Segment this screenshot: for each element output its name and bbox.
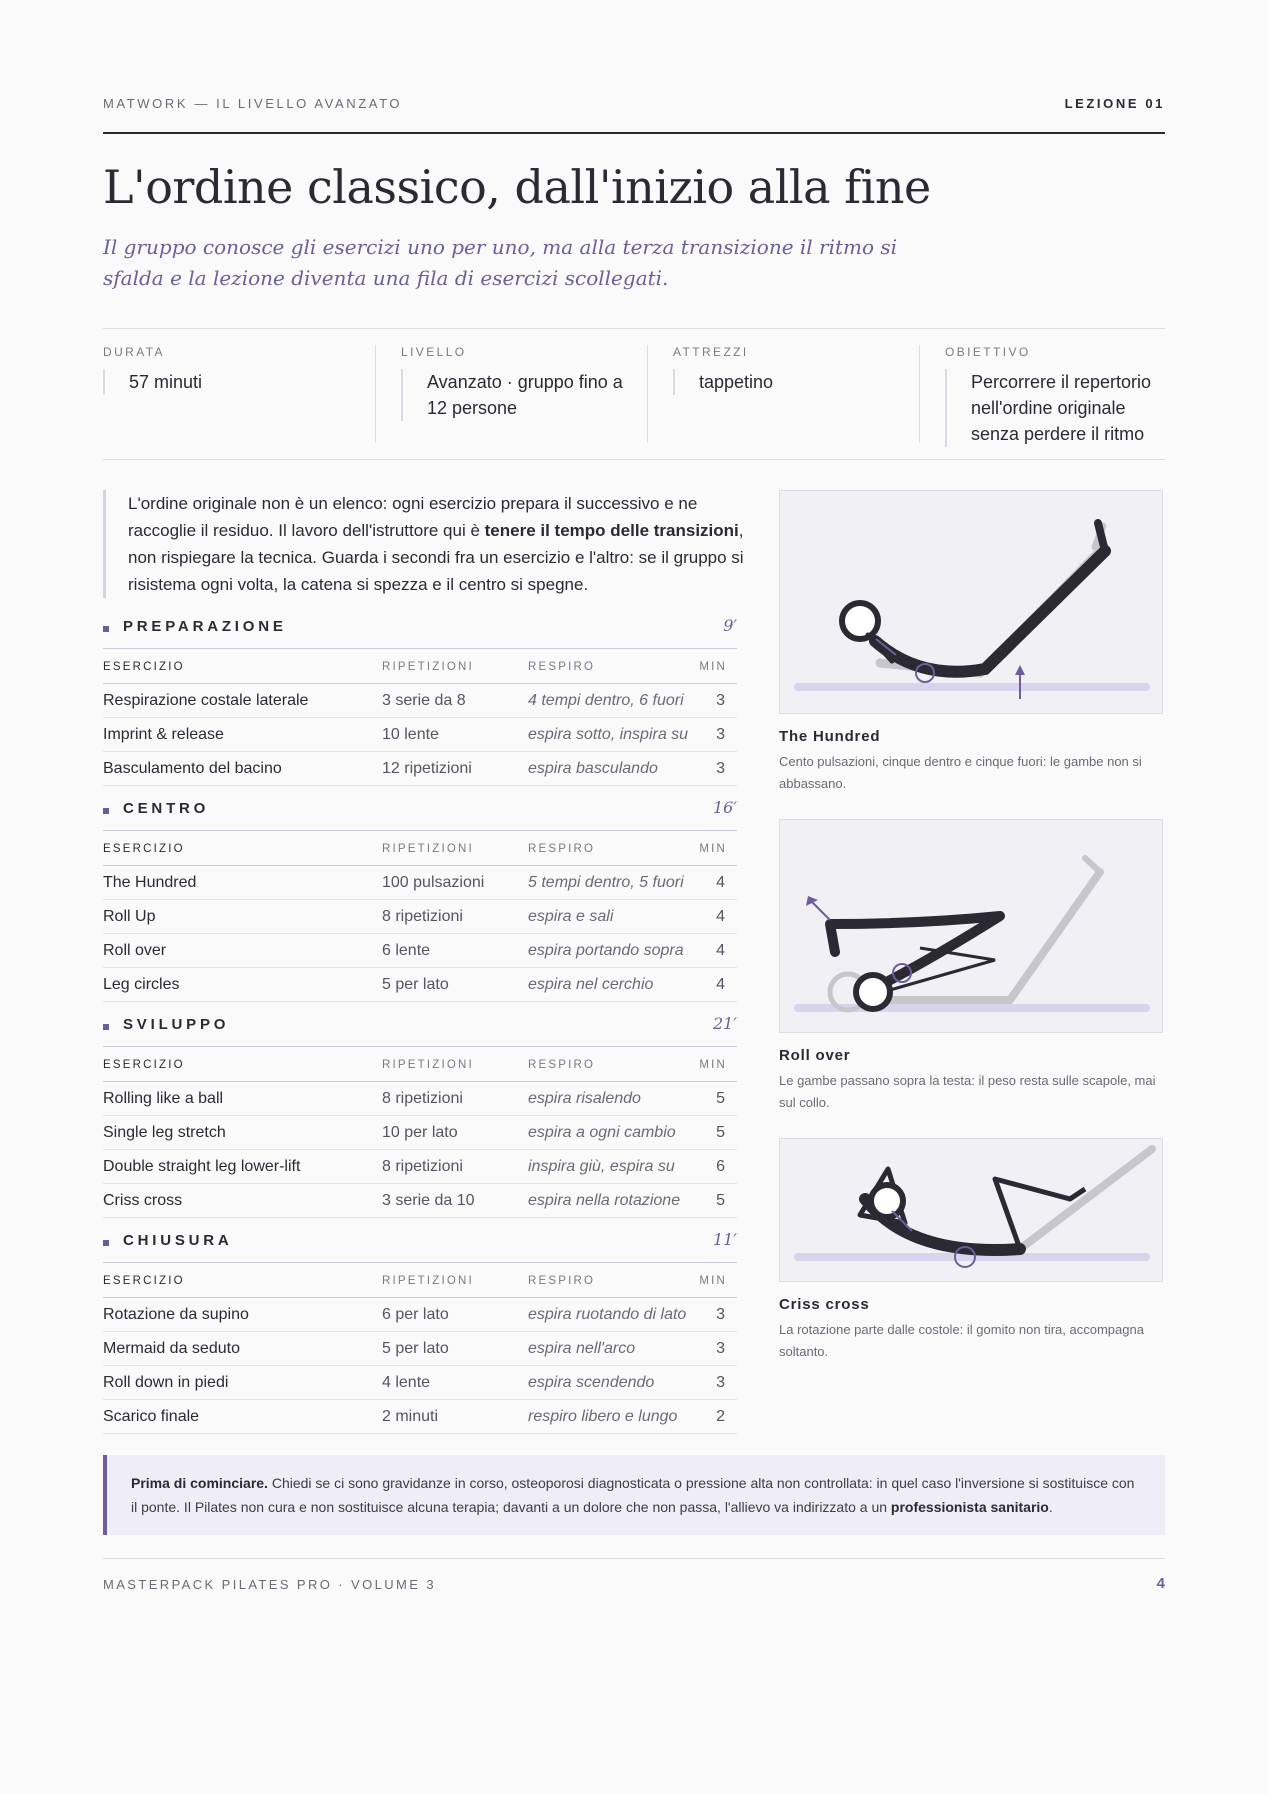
exercise-minutes: 5	[716, 1090, 725, 1107]
safety-note-lead: Prima di cominciare.	[131, 1475, 268, 1491]
exercise-name: Imprint & release	[103, 726, 224, 743]
column-min: MIN	[699, 661, 727, 673]
exercise-breath: espira risalendo	[528, 1090, 641, 1107]
section-name: CHIUSURA	[123, 1232, 233, 1249]
exercise-reps: 5 per lato	[382, 976, 449, 993]
exercise-reps: 6 lente	[382, 942, 431, 959]
section-marker	[103, 1024, 109, 1030]
table-row	[103, 1332, 737, 1366]
meta-duration	[103, 345, 353, 443]
figure-title: The Hundred	[779, 728, 881, 745]
exercise-name: Respirazione costale laterale	[103, 692, 309, 709]
column-breath: RESPIRO	[528, 843, 596, 855]
exercise-reps: 100 pulsazioni	[382, 874, 485, 891]
meta-level	[401, 345, 631, 443]
figure-caption: Cento pulsazioni, cinque dentro e cinque fuori: le gambe non si abbassano.	[779, 754, 1142, 791]
lesson-number: LEZIONE 01	[1064, 96, 1165, 111]
safety-note-text: .	[1048, 1499, 1053, 1515]
exercise-sections	[103, 614, 737, 1434]
meta-value: tappetino	[673, 369, 903, 395]
section-name: PREPARAZIONE	[123, 618, 287, 635]
column-min: MIN	[699, 1275, 727, 1287]
meta-divider	[375, 345, 376, 443]
table-row	[103, 1184, 737, 1218]
section-total-minutes: 11′	[713, 1230, 737, 1249]
exercise-breath: espira a ogni cambio	[528, 1124, 676, 1141]
lesson-meta	[103, 328, 1165, 460]
exercise-reps: 10 per lato	[382, 1124, 458, 1141]
exercise-name: Roll down in piedi	[103, 1374, 229, 1391]
table-row	[103, 1400, 737, 1434]
page-title: L'ordine classico, dall'inizio alla fine	[103, 160, 931, 214]
exercise-minutes: 3	[716, 1306, 725, 1323]
exercise-breath: espira nel cerchio	[528, 976, 654, 993]
page-subtitle: Il gruppo conosce gli esercizi uno per uno, ma alla terza transizione il ritmo si sfalda e la lezione diventa una fila di esercizi scollegati.	[103, 235, 898, 290]
exercise-reps: 2 minuti	[382, 1408, 439, 1425]
section-gap	[103, 1218, 737, 1228]
exercise-minutes: 6	[716, 1158, 725, 1175]
exercise-reps: 8 ripetizioni	[382, 1158, 463, 1175]
table-row	[103, 934, 737, 968]
exercise-name: Roll Up	[103, 908, 156, 925]
exercise-reps: 5 per lato	[382, 1340, 449, 1357]
exercise-name: Scarico finale	[103, 1408, 200, 1425]
running-header	[103, 96, 1165, 134]
exercise-name: Criss cross	[103, 1192, 183, 1209]
exercise-breath: espira basculando	[528, 760, 658, 777]
exercise-reps: 8 ripetizioni	[382, 908, 463, 925]
column-reps: RIPETIZIONI	[382, 1275, 474, 1287]
footer-brand: MASTERPACK PILATES PRO · VOLUME 3	[103, 1577, 436, 1592]
section-total-minutes: 21′	[713, 1014, 737, 1033]
table-row	[103, 1298, 737, 1332]
intro-text: , non rispiegare la tecnica. Guarda i secondi fra un esercizio e l'altro: se il gruppo si risistema ogni volta, la catena si spezza e il centro si spegne.	[128, 521, 744, 594]
column-exercise: ESERCIZIO	[103, 661, 185, 673]
section-gap	[103, 1002, 737, 1012]
figure-roll-over	[779, 819, 1163, 1114]
intro-paragraph	[103, 490, 744, 598]
table-header	[103, 1263, 737, 1298]
roll-over-illustration	[780, 820, 1162, 1032]
figure-caption: La rotazione parte dalle costole: il gomito non tira, accompagna soltanto.	[779, 1322, 1144, 1359]
exercise-minutes: 4	[716, 942, 725, 959]
exercise-breath: respiro libero e lungo	[528, 1408, 678, 1425]
exercise-reps: 3 serie da 10	[382, 1192, 475, 1209]
the-hundred-illustration	[780, 491, 1162, 713]
intro-emphasis: tenere il tempo delle transizioni	[484, 521, 739, 540]
exercise-minutes: 5	[716, 1192, 725, 1209]
column-breath: RESPIRO	[528, 1275, 596, 1287]
meta-value: Percorrere il repertorio nell'ordine originale senza perdere il ritmo	[945, 369, 1165, 447]
safety-note-emphasis: professionista sanitario	[890, 1499, 1049, 1515]
table-row	[103, 752, 737, 786]
column-min: MIN	[699, 1059, 727, 1071]
exercise-breath: espira e sali	[528, 908, 614, 925]
figure-caption: Le gambe passano sopra la testa: il peso resta sulle scapole, mai sul collo.	[779, 1073, 1156, 1110]
exercise-minutes: 3	[716, 1340, 725, 1357]
section-marker	[103, 626, 109, 632]
page-footer	[103, 1558, 1165, 1592]
exercise-name: Mermaid da seduto	[103, 1340, 240, 1357]
exercise-breath: 5 tempi dentro, 5 fuori	[528, 874, 684, 891]
section-header	[103, 1228, 737, 1263]
exercise-minutes: 4	[716, 976, 725, 993]
exercise-name: Basculamento del bacino	[103, 760, 282, 777]
table-row	[103, 866, 737, 900]
section-total-minutes: 9′	[723, 616, 737, 635]
exercise-minutes: 4	[716, 874, 725, 891]
meta-label: OBIETTIVO	[945, 345, 1031, 359]
exercise-breath: espira scendendo	[528, 1374, 655, 1391]
meta-label: DURATA	[103, 345, 165, 359]
header-kicker: MATWORK — IL LIVELLO AVANZATO	[103, 96, 403, 111]
intro-text: L'ordine originale non è un elenco: ogni esercizio prepara il successivo e ne raccoglie il residuo. Il lavoro dell'istruttore qui è	[128, 494, 698, 540]
section-header	[103, 796, 737, 831]
column-reps: RIPETIZIONI	[382, 843, 474, 855]
meta-label: ATTREZZI	[673, 345, 749, 359]
exercise-name: Double straight leg lower-lift	[103, 1158, 301, 1175]
exercise-reps: 3 serie da 8	[382, 692, 466, 709]
table-row	[103, 1366, 737, 1400]
exercise-reps: 4 lente	[382, 1374, 431, 1391]
column-breath: RESPIRO	[528, 661, 596, 673]
section-gap	[103, 786, 737, 796]
table-row	[103, 1082, 737, 1116]
meta-value: Avanzato · gruppo fino a 12 persone	[401, 369, 631, 421]
column-min: MIN	[699, 843, 727, 855]
exercise-reps: 6 per lato	[382, 1306, 449, 1323]
table-row	[103, 968, 737, 1002]
exercise-name: Single leg stretch	[103, 1124, 226, 1141]
section-name: SVILUPPO	[123, 1016, 230, 1033]
column-breath: RESPIRO	[528, 1059, 596, 1071]
figure-panel	[779, 490, 1163, 714]
figure-title: Criss cross	[779, 1296, 870, 1313]
safety-note	[103, 1455, 1165, 1535]
column-reps: RIPETIZIONI	[382, 1059, 474, 1071]
exercise-name: Roll over	[103, 942, 167, 959]
exercise-reps: 10 lente	[382, 726, 439, 743]
exercise-name: Rotazione da supino	[103, 1306, 249, 1323]
exercise-breath: espira nella rotazione	[528, 1192, 681, 1209]
exercise-name: The Hundred	[103, 874, 197, 891]
figure-title: Roll over	[779, 1047, 851, 1064]
exercise-reps: 8 ripetizioni	[382, 1090, 463, 1107]
section-marker	[103, 808, 109, 814]
column-exercise: ESERCIZIO	[103, 843, 185, 855]
figure-panel	[779, 1138, 1163, 1282]
column-reps: RIPETIZIONI	[382, 661, 474, 673]
page-number: 4	[1156, 1575, 1165, 1592]
figure-the-hundred	[779, 490, 1163, 795]
section-marker	[103, 1240, 109, 1246]
exercise-name: Rolling like a ball	[103, 1090, 224, 1107]
meta-equipment	[673, 345, 903, 443]
safety-note-text: Chiedi se ci sono gravidanze in corso, osteoporosi diagnosticata o pressione alta non controllata: in quel caso l'inversione si sostituisce con il ponte. Il Pilates non cura e non sostituisce alcuna terapia; davanti a un dolore che non passa, l'allievo va indirizzato a un	[131, 1475, 1135, 1515]
section-header	[103, 1012, 737, 1047]
column-exercise: ESERCIZIO	[103, 1059, 185, 1071]
criss-cross-illustration	[780, 1139, 1162, 1281]
section-name: CENTRO	[123, 800, 210, 817]
exercise-minutes: 3	[716, 1374, 725, 1391]
exercise-name: Leg circles	[103, 976, 180, 993]
exercise-breath: espira sotto, inspira su	[528, 726, 689, 743]
exercise-minutes: 3	[716, 692, 725, 709]
meta-goal	[945, 345, 1165, 443]
section-header	[103, 614, 737, 649]
exercise-minutes: 5	[716, 1124, 725, 1141]
table-header	[103, 1047, 737, 1082]
exercise-breath: espira ruotando di lato	[528, 1306, 687, 1323]
table-row	[103, 900, 737, 934]
column-exercise: ESERCIZIO	[103, 1275, 185, 1287]
exercise-breath: inspira giù, espira su	[528, 1158, 675, 1175]
table-row	[103, 718, 737, 752]
table-row	[103, 684, 737, 718]
table-row	[103, 1116, 737, 1150]
figure-panel	[779, 819, 1163, 1033]
section-total-minutes: 16′	[713, 798, 737, 817]
meta-divider	[647, 345, 648, 443]
meta-divider	[919, 345, 920, 443]
exercise-reps: 12 ripetizioni	[382, 760, 472, 777]
exercise-minutes: 3	[716, 760, 725, 777]
exercise-minutes: 3	[716, 726, 725, 743]
table-header	[103, 649, 737, 684]
meta-label: LIVELLO	[401, 345, 467, 359]
figure-criss-cross	[779, 1138, 1163, 1363]
exercise-minutes: 2	[716, 1408, 725, 1425]
exercise-breath: 4 tempi dentro, 6 fuori	[528, 692, 684, 709]
exercise-breath: espira nell'arco	[528, 1340, 636, 1357]
table-header	[103, 831, 737, 866]
table-row	[103, 1150, 737, 1184]
exercise-breath: espira portando sopra	[528, 942, 684, 959]
meta-value: 57 minuti	[103, 369, 353, 395]
exercise-minutes: 4	[716, 908, 725, 925]
